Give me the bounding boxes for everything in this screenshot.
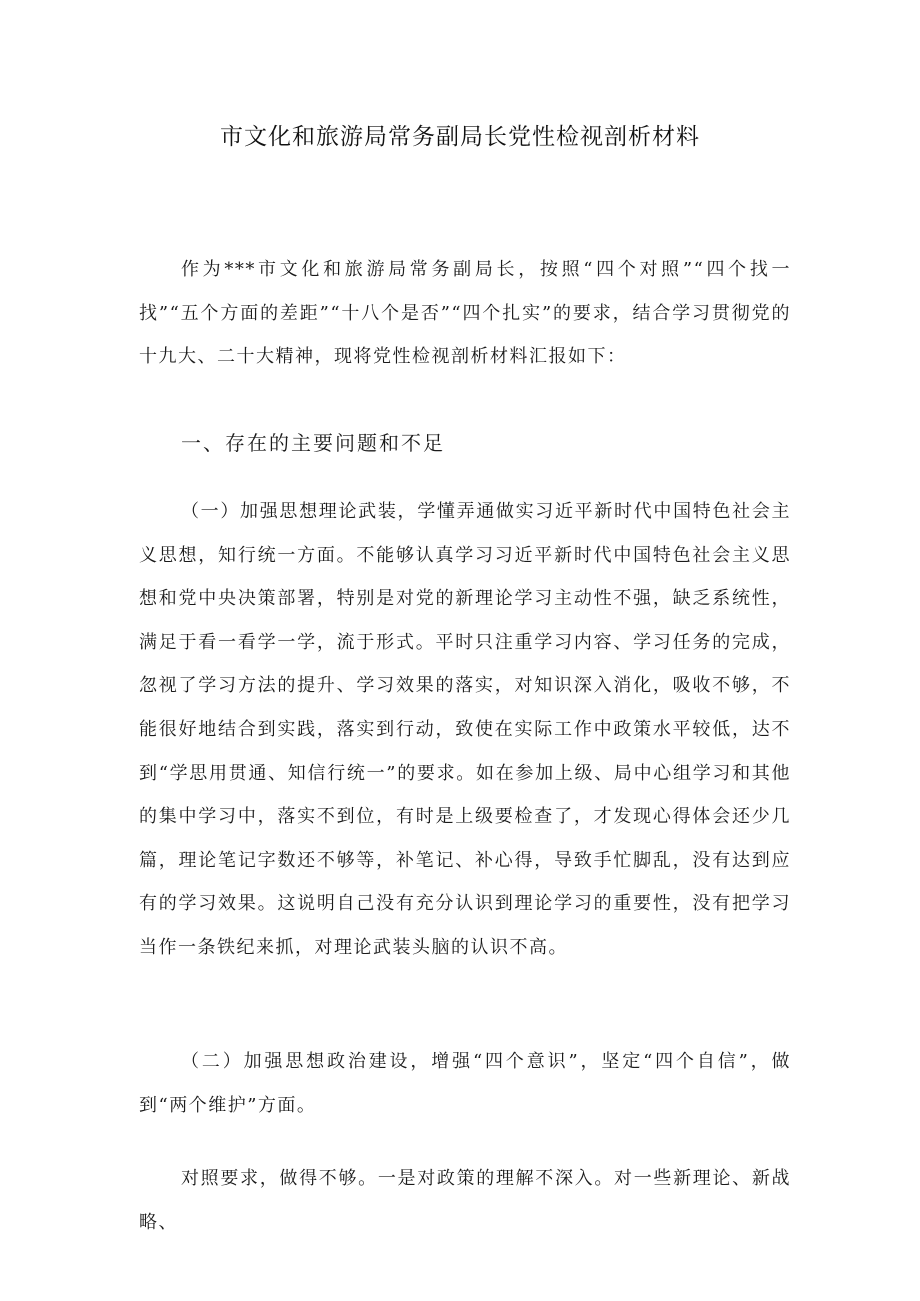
document-title: 市文化和旅游局常务副局长党性检视剖析材料 — [220, 124, 700, 150]
item-1-paragraph: （一）加强思想理论武装，学懂弄通做实习近平新时代中国特色社会主义思想，知行统一方面。不能够认真学习习近平新时代中国特色社会主义思想和党中央决策部署，特别是对党的新理论学习主动性不强，缺乏系统性，满足于看一看学一学，流于形式。平时只注重学习内容、学习任务的完成，忽视了学习方法的提升、学习效果的落实，对知识深入消化，吸收不够，不能很好地结合到实践，落实到行动，致使在实际工作中政策水平较低，达不到“学思用贯通、知信行统一”的要求。如在参加上级、局中心组学习和其他的集中学习中，落实不到位，有时是上级要检查了，才发现心得体会还少几篇，理论笔记字数还不够等，补笔记、补心得，导致手忙脚乱，没有达到应有的学习效果。这说明自己没有充分认识到理论学习的重要性，没有把学习当作一条铁纪来抓，对理论武装头脑的认识不高。 — [139, 501, 791, 958]
section-heading: 一、存在的主要问题和不足 — [181, 431, 445, 455]
intro-paragraph: 作为***市文化和旅游局常务副局长，按照“四个对照”“四个找一找”“五个方面的差距”“十八个是否”“四个扎实”的要求，结合学习贯彻党的十九大、二十大精神，现将党性检视剖析材料汇报如下： — [139, 259, 791, 368]
item-2-body-paragraph: 对照要求，做得不够。一是对政策的理解不深入。对一些新理论、新战略、 — [139, 1168, 791, 1233]
item-2-heading-paragraph: （二）加强思想政治建设，增强“四个意识”，坚定“四个自信”，做到“两个维护”方面。 — [139, 1051, 791, 1116]
